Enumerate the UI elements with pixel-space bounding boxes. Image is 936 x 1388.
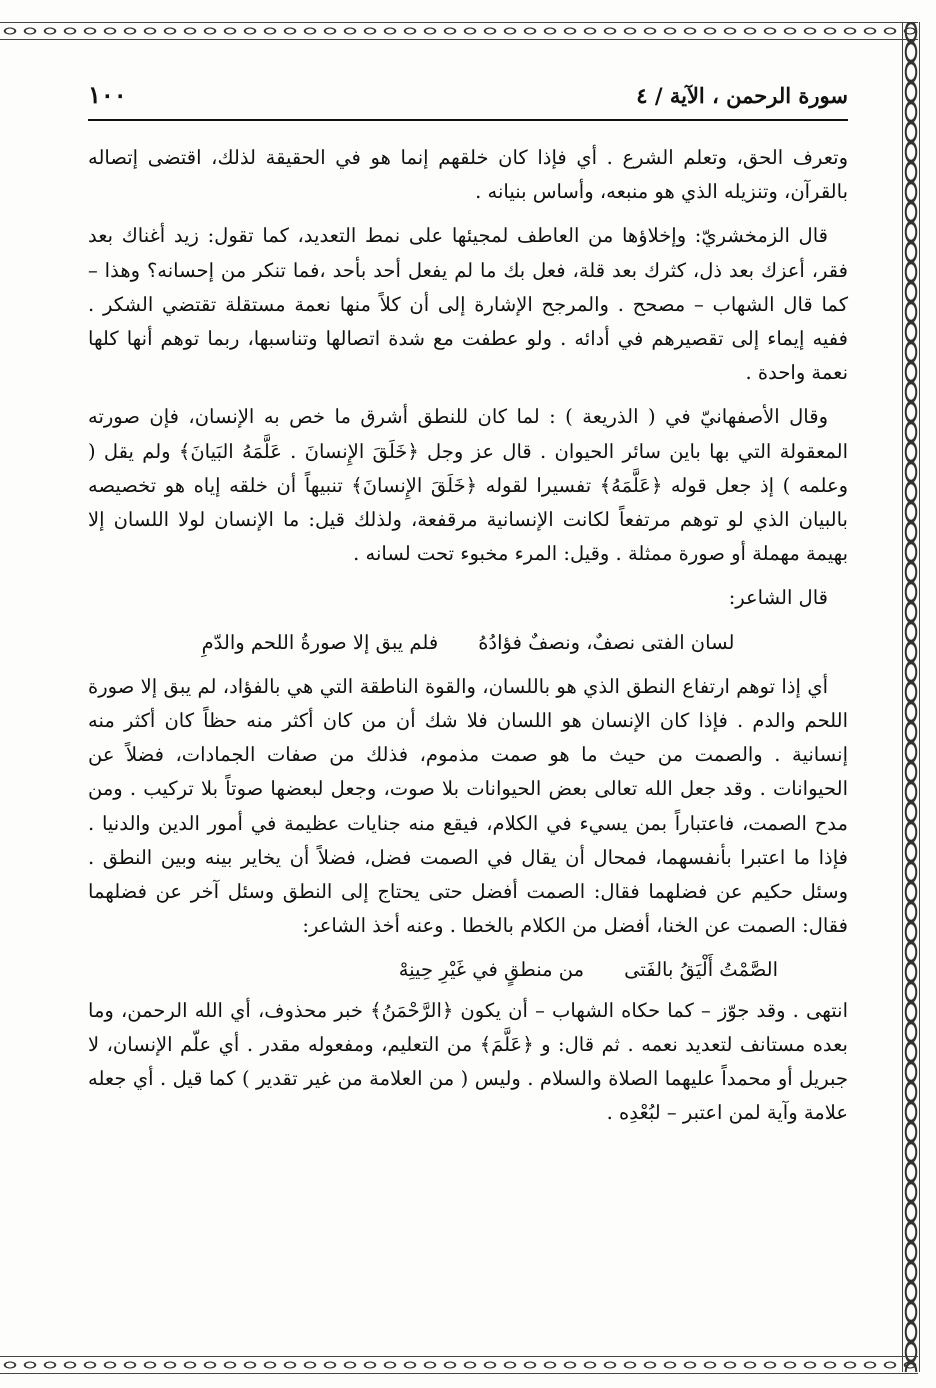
running-header — [88, 80, 848, 121]
paragraph-3: وقال الأصفهانيّ في ( الذريعة ) : لما كان للنطق أشرق ما خص به الإنسان، فإن صورته المعقولة التي بها باين سائر الحيوان . قال عز وجل ﴿خَلَقَ الإِنسانَ . عَلَّمَهُ البَيانَ﴾ ولم يقل ( وعلمه ) إذ جعل قوله ﴿عَلَّمَهُ﴾ تفسيرا لقوله ﴿خَلَقَ الإِنسانَ﴾ تنبيهاً أن خلقه إياه هو تخصيصه بالبيان الذي لو توهم مرتفعاً لكانت الإنسانية مرقفعة، ولذلك قيل: ما الإنسان لولا اللسان إلا بهيمة مهملة أو صورة ممثلة . وقيل: المرء مخبوء تحت لسانه . — [88, 405, 848, 566]
page-number: ١٠٠ — [88, 80, 127, 109]
right-ornamental-border — [902, 22, 920, 1372]
verse-1-hemistich-1: لسان الفتى نصفٌ، ونصفٌ فؤادُهُ — [478, 630, 735, 654]
header-title: سورة الرحمن ، الآية / ٤ — [636, 83, 848, 108]
verse-2-hemistich-1: الصَّمْتُ أَلْيَقُ بالفَتى — [624, 958, 778, 982]
verse-2-hemistich-2: من منطقٍ في غَيْرِ حِينِهْ — [398, 958, 585, 982]
top-ornamental-border — [0, 22, 918, 40]
page — [88, 80, 848, 1140]
paragraph-1: وتعرف الحق، وتعلم الشرع . أي فإذا كان خلقهم إنما هو في الحقيقة لذلك، اقتضى إتصاله بالقرآن، وتنزيله الذي هو منبعه، وأساس بنيانه . — [88, 146, 848, 204]
paragraph-5: انتهى . وقد جوّز – كما حكاه الشهاب – أن يكون ﴿الرَّحْمَنُ﴾ خبر محذوف، أي الله الرحمن، وما بعده مستانف لتعديد نعمه . ثم قال: و ﴿عَلَّمَ﴾ من التعليم، ومفعوله مقدر . أي علّم الإنسان، لا جبريل أو محمداً عليهما الصلاة والسلام . وليس ( من العلامة من غير تقدير ) كما قيل . أي جعله علامة وآية لمن اعتبر – لبُعْدِه . — [88, 998, 848, 1125]
body-text — [88, 141, 848, 1130]
paragraph-4: أي إذا توهم ارتفاع النطق الذي هو باللسان، والقوة الناطقة التي هي بالفؤاد، لم يبق إلا صورة اللحم والدم . فإذا كان الإنسان هو اللسان فلا شك أن من كان أكثر منه حظاً كان أكثر منه إنسانية . والصمت من حيث ما هو صمت مذموم، فذلك من صفات الجمادات، فضلاً عن الحيوانات . وقد جعل الله تعالى بعض الحيوانات بلا صوت، وجعل لبعضها صوتاً بلا تركيب . ومن مدح الصمت، فاعتباراً بمن يسيء في الكلام، فيقع منه جنايات عظيمة في أمور الدين والدنيا . فإذا ما اعتبرا بأنفسهما، فمحال أن يقال في الصمت فضل، فضلاً أن يخاير بينه وبين النطق . وسئل حكيم عن فضلهما فقال: الصمت أفضل حتى يحتاج إلى النطق وسئل آخر عن فضلهما فقال: الصمت عن الخنا، أفضل من الكلام بالخطا . وعنه أخذ الشاعر: — [88, 674, 848, 938]
bottom-ornamental-border — [0, 1356, 918, 1374]
verse-1-hemistich-2: فلم يبق إلا صورةُ اللحم والدّمِ — [201, 630, 439, 654]
paragraph-2: قال الزمخشريّ: وإخلاؤها من العاطف لمجيئها على نمط التعديد، كما تقول: زيد أغناك بعد فقر، أعزك بعد ذل، كثرك بعد قلة، فعل بك ما لم يفعل أحد بأحد ،فما تنكر من إحسانه؟ وهذا – كما قال الشهاب – مصحح . والمرجح الإشارة إلى أن كلاً منها نعمة مستقلة تقتضي الشكر . ففيه إيماء إلى تقصيرهم في أدائه . ولو عطفت مع شدة اتصالها وتناسبها، ربما توهم أنها كلها نعمة واحدة . — [88, 224, 848, 385]
poet-intro: قال الشاعر: — [728, 586, 828, 610]
verse-2 — [88, 953, 848, 987]
verse-1 — [88, 626, 848, 660]
